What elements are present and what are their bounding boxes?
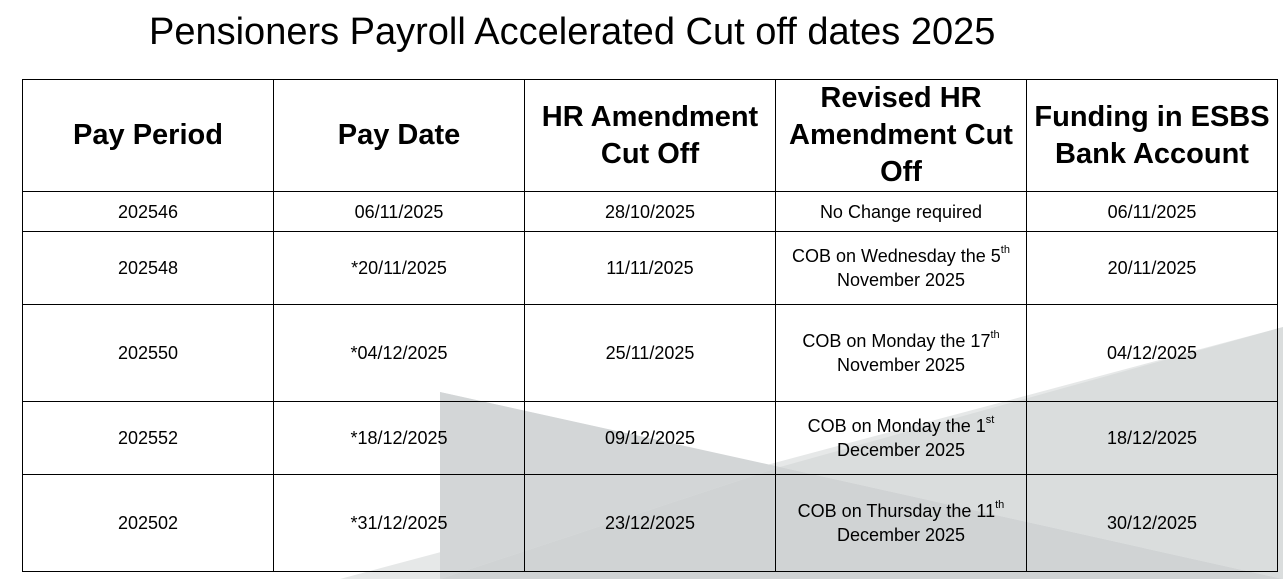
pay-date-cell: *04/12/2025 <box>274 305 525 402</box>
pay-period-cell: 202550 <box>23 305 274 402</box>
table-header-row <box>23 80 1278 192</box>
header-revised-hr-amendment-cut-off: Revised HR Amendment Cut Off <box>776 80 1027 192</box>
revised-cutoff-cell: No Change required <box>776 192 1027 232</box>
hr-cutoff-cell: 25/11/2025 <box>525 305 776 402</box>
table-row <box>23 305 1278 402</box>
table-row <box>23 402 1278 475</box>
revised-cutoff-cell: COB on Monday the 17th November 2025 <box>776 305 1027 402</box>
funding-cell: 20/11/2025 <box>1027 232 1278 305</box>
funding-cell: 30/12/2025 <box>1027 475 1278 572</box>
hr-cutoff-cell: 09/12/2025 <box>525 402 776 475</box>
pay-period-cell: 202502 <box>23 475 274 572</box>
funding-cell: 04/12/2025 <box>1027 305 1278 402</box>
revised-cutoff-cell: COB on Monday the 1st December 2025 <box>776 402 1027 475</box>
hr-cutoff-cell: 11/11/2025 <box>525 232 776 305</box>
table-row <box>23 192 1278 232</box>
pay-period-cell: 202552 <box>23 402 274 475</box>
header-pay-period: Pay Period <box>23 80 274 192</box>
funding-cell: 06/11/2025 <box>1027 192 1278 232</box>
hr-cutoff-cell: 23/12/2025 <box>525 475 776 572</box>
funding-cell: 18/12/2025 <box>1027 402 1278 475</box>
header-hr-amendment-cut-off: HR Amendment Cut Off <box>525 80 776 192</box>
hr-cutoff-cell: 28/10/2025 <box>525 192 776 232</box>
header-pay-date: Pay Date <box>274 80 525 192</box>
pay-date-cell: 06/11/2025 <box>274 192 525 232</box>
pay-date-cell: *20/11/2025 <box>274 232 525 305</box>
header-funding-in-esbs-bank-account: Funding in ESBS Bank Account <box>1027 80 1278 192</box>
pay-period-cell: 202548 <box>23 232 274 305</box>
pay-date-cell: *31/12/2025 <box>274 475 525 572</box>
table-row <box>23 475 1278 572</box>
pay-period-cell: 202546 <box>23 192 274 232</box>
pay-date-cell: *18/12/2025 <box>274 402 525 475</box>
cutoff-dates-table <box>22 79 1278 572</box>
table-row <box>23 232 1278 305</box>
page-title: Pensioners Payroll Accelerated Cut off dates 2025 <box>149 11 996 53</box>
revised-cutoff-cell: COB on Thursday the 11th December 2025 <box>776 475 1027 572</box>
revised-cutoff-cell: COB on Wednesday the 5th November 2025 <box>776 232 1027 305</box>
